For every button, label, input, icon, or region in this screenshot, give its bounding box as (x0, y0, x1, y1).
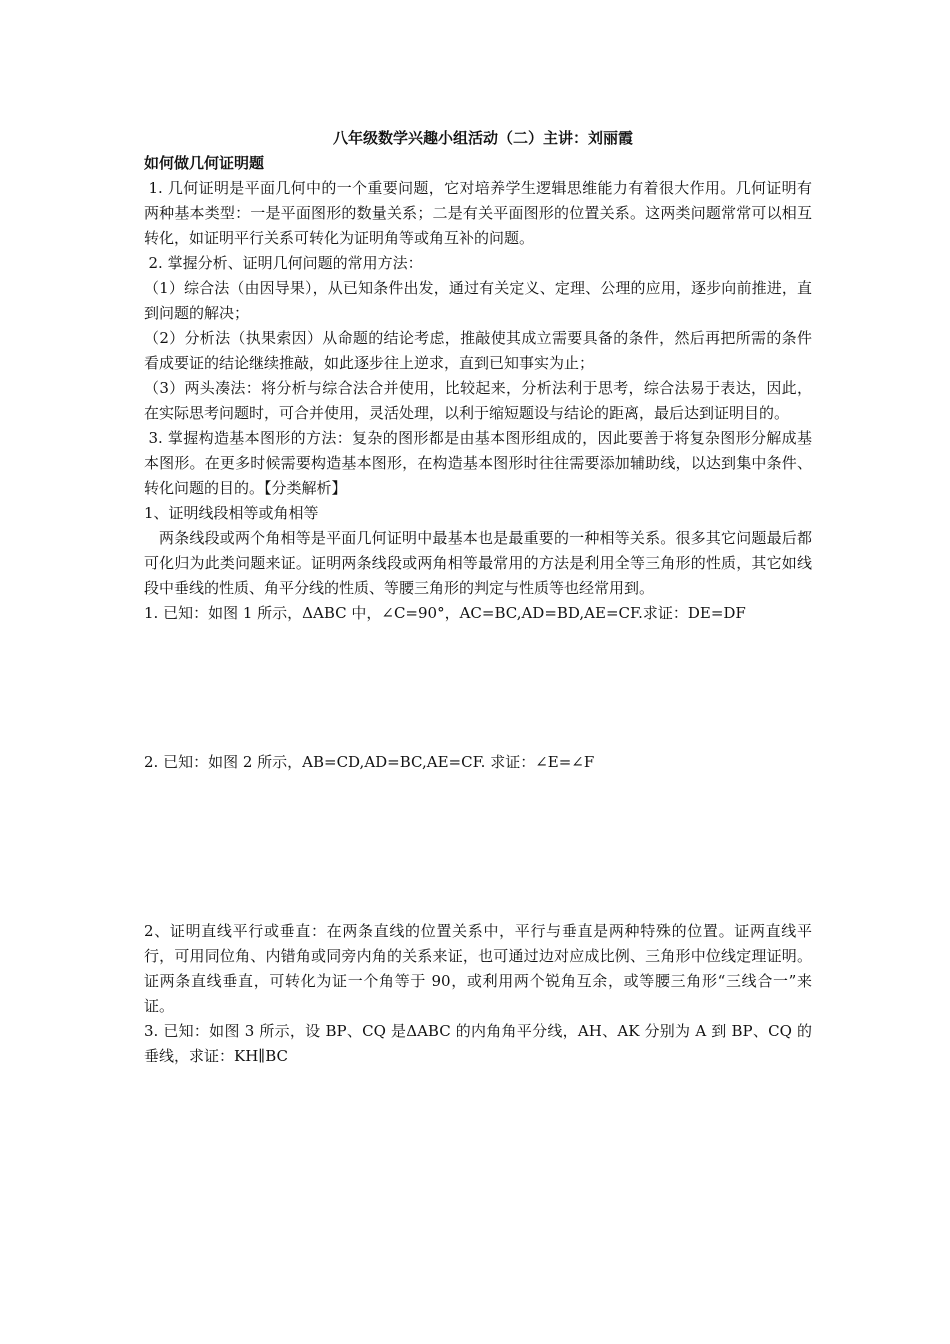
question-3: 3. 已知：如图 3 所示，设 BP、CQ 是ΔABC 的内角角平分线，AH、AK 分别为 A 到 BP、CQ 的垂线，求证：KH∥BC (144, 1022, 812, 1065)
intro-paragraph-2: 2. 掌握分析、证明几何问题的常用方法： (148, 254, 423, 272)
question-1: 1. 已知：如图 1 所示，ΔABC 中，∠C=90°，AC=BC,AD=BD,AE=CF.求证：DE=DF (144, 604, 746, 622)
question-2: 2. 已知：如图 2 所示，AB=CD,AD=BC,AE=CF. 求证：∠E=∠F (144, 753, 595, 771)
method-combined: （3）两头凑法：将分析与综合法合并使用，比较起来，分析法利于思考，综合法易于表达，因此，在实际思考问题时，可合并使用，灵活处理，以利于缩短题设与结论的距离，最后达到证明目的。 (144, 379, 812, 422)
intro-paragraph-1: 1. 几何证明是平面几何中的一个重要问题，它对培养学生逻辑思维能力有着很大作用。几何证明有两种基本类型：一是平面图形的数量关系；二是有关平面图形的位置关系。这两类问题常常可以相互转化，如证明平行关系可转化为证明角等或角互补的问题。 (144, 179, 812, 247)
method-analysis: （2）分析法（执果索因）从命题的结论考虑，推敲使其成立需要具备的条件，然后再把所需的条件看成要证的结论继续推敲，如此逐步往上逆求，直到已知事实为止； (144, 329, 812, 372)
section-1-body: 两条线段或两个角相等是平面几何证明中最基本也是最重要的一种相等关系。很多其它问题最后都可化归为此类问题来证。证明两条线段或两角相等最常用的方法是利用全等三角形的性质，其它如线段中垂线的性质、角平分线的性质、等腰三角形的判定与性质等也经常用到。 (144, 529, 812, 597)
section-1-heading: 1、证明线段相等或角相等 (144, 504, 319, 522)
figure-1-space (144, 626, 812, 750)
figure-2-space (144, 775, 812, 919)
method-synthesis: （1）综合法（由因导果），从已知条件出发，通过有关定义、定理、公理的应用，逐步向前推进，直到问题的解决； (144, 279, 812, 322)
document-subtitle: 如何做几何证明题 (144, 154, 265, 172)
document-page (144, 126, 812, 1069)
document-title: 八年级数学兴趣小组活动（二）主讲：刘丽霞 (332, 129, 633, 147)
intro-paragraph-3: 3. 掌握构造基本图形的方法：复杂的图形都是由基本图形组成的，因此要善于将复杂图形分解成基本图形。在更多时候需要构造基本图形，在构造基本图形时往往需要添加辅助线，以达到集中条件、转化问题的目的。【分类解析】 (144, 429, 812, 497)
section-2-body: 2、证明直线平行或垂直：在两条直线的位置关系中，平行与垂直是两种特殊的位置。证两直线平行，可用同位角、内错角或同旁内角的关系来证，也可通过边对应成比例、三角形中位线定理证明。证两条直线垂直，可转化为证一个角等于 90，或利用两个锐角互余，或等腰三角形“三线合一”来证。 (144, 922, 812, 1015)
